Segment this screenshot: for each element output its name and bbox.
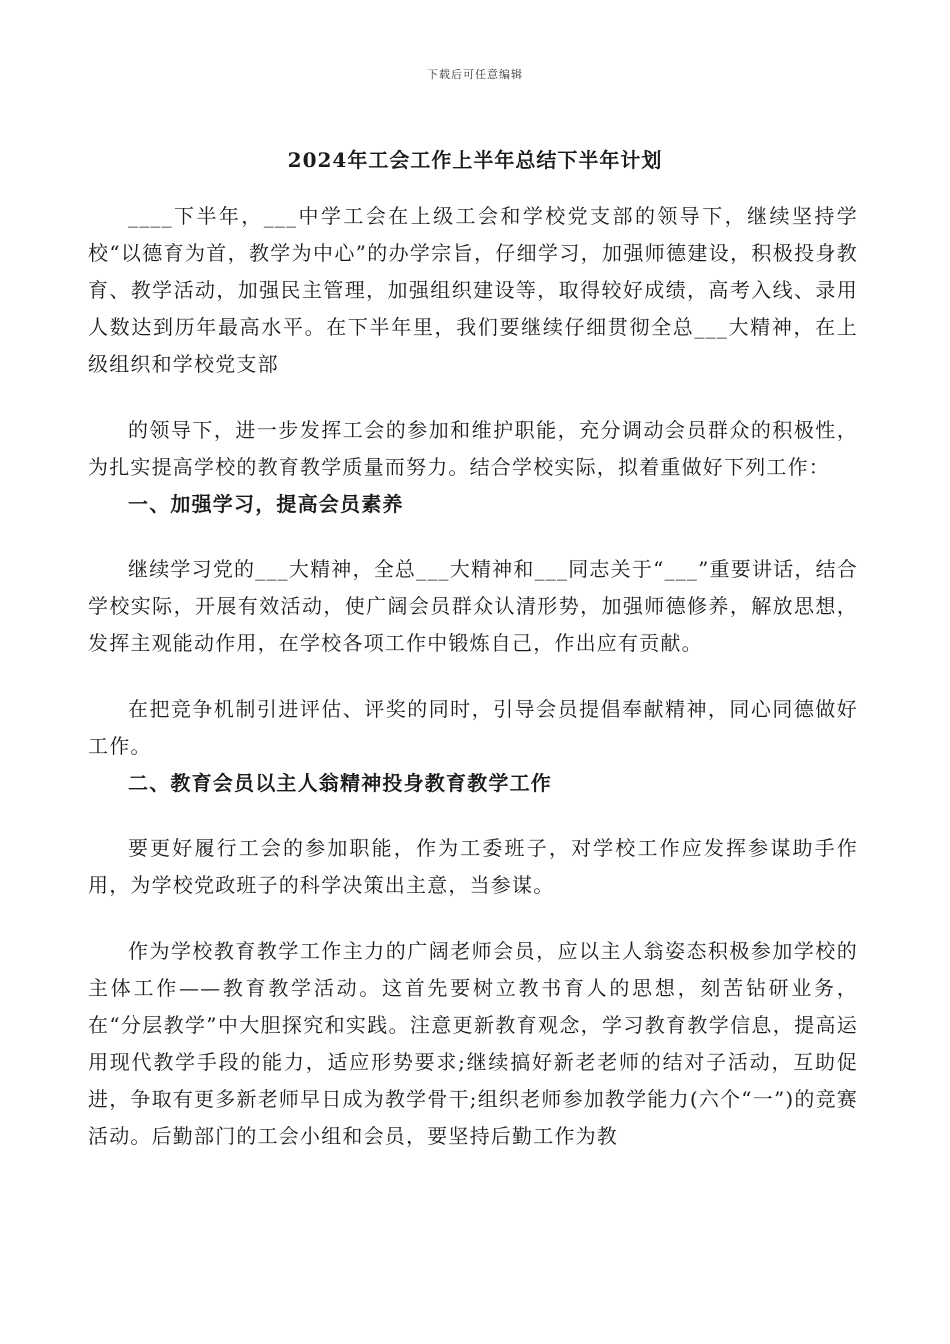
section-heading-1: 一、加强学习，提高会员素养 [128, 492, 404, 516]
section-heading-2: 二、教育会员以主人翁精神投身教育教学工作 [128, 771, 552, 795]
page-header-note: 下载后可任意编辑 [427, 68, 523, 81]
paragraph-teachers: 作为学校教育教学工作主力的广阔老师会员，应以主人翁姿态积极参加学校的主体工作——教育教学活动。这首先要树立教书育人的思想，刻苦钻研业务，在“分层教学”中大胆探究和实践。注意更新教育观念，学习教育教学信息，提高运用现代教学手段的能力，适应形势要求;继续搞好新老老师的结对子活动，互助促进，争取有更多新老师早日成为教学骨干;组织老师参加教学能力(六个“一”)的竞赛活动。后勤部门的工会小组和会员，要坚持后勤工作为教 [88, 939, 858, 1148]
paragraph-study: 继续学习党的___大精神，全总___大精神和___同志关于“___”重要讲话，结合学校实际，开展有效活动，使广阔会员群众认清形势，加强师德修养，解放思想，发挥主观能动作用，在学校各项工作中锻炼自己，作出应有贡献。 [88, 557, 858, 655]
paragraph-goals: 的领导下，进一步发挥工会的参加和维护职能，充分调动会员群众的积极性，为扎实提高学校的教育教学质量而努力。结合学校实际，拟着重做好下列工作： [88, 418, 858, 479]
paragraph-competition: 在把竞争机制引进评估、评奖的同时，引导会员提倡奉献精神，同心同德做好工作。 [88, 697, 858, 758]
document-title: 2024年工会工作上半年总结下半年计划 [287, 148, 663, 172]
paragraph-participation: 要更好履行工会的参加职能，作为工委班子，对学校工作应发挥参谋助手作用，为学校党政班子的科学决策出主意，当参谋。 [88, 836, 858, 897]
paragraph-intro: ____下半年，___中学工会在上级工会和学校党支部的领导下，继续坚持学校“以德育为首，教学为中心”的办学宗旨，仔细学习，加强师德建设，积极投身教育、教学活动，加强民主管理，加强组织建设等，取得较好成绩，高考入线、录用人数达到历年最高水平。在下半年里，我们要继续仔细贯彻全总___大精神，在上级组织和学校党支部 [88, 204, 858, 376]
document-body [88, 198, 858, 1155]
